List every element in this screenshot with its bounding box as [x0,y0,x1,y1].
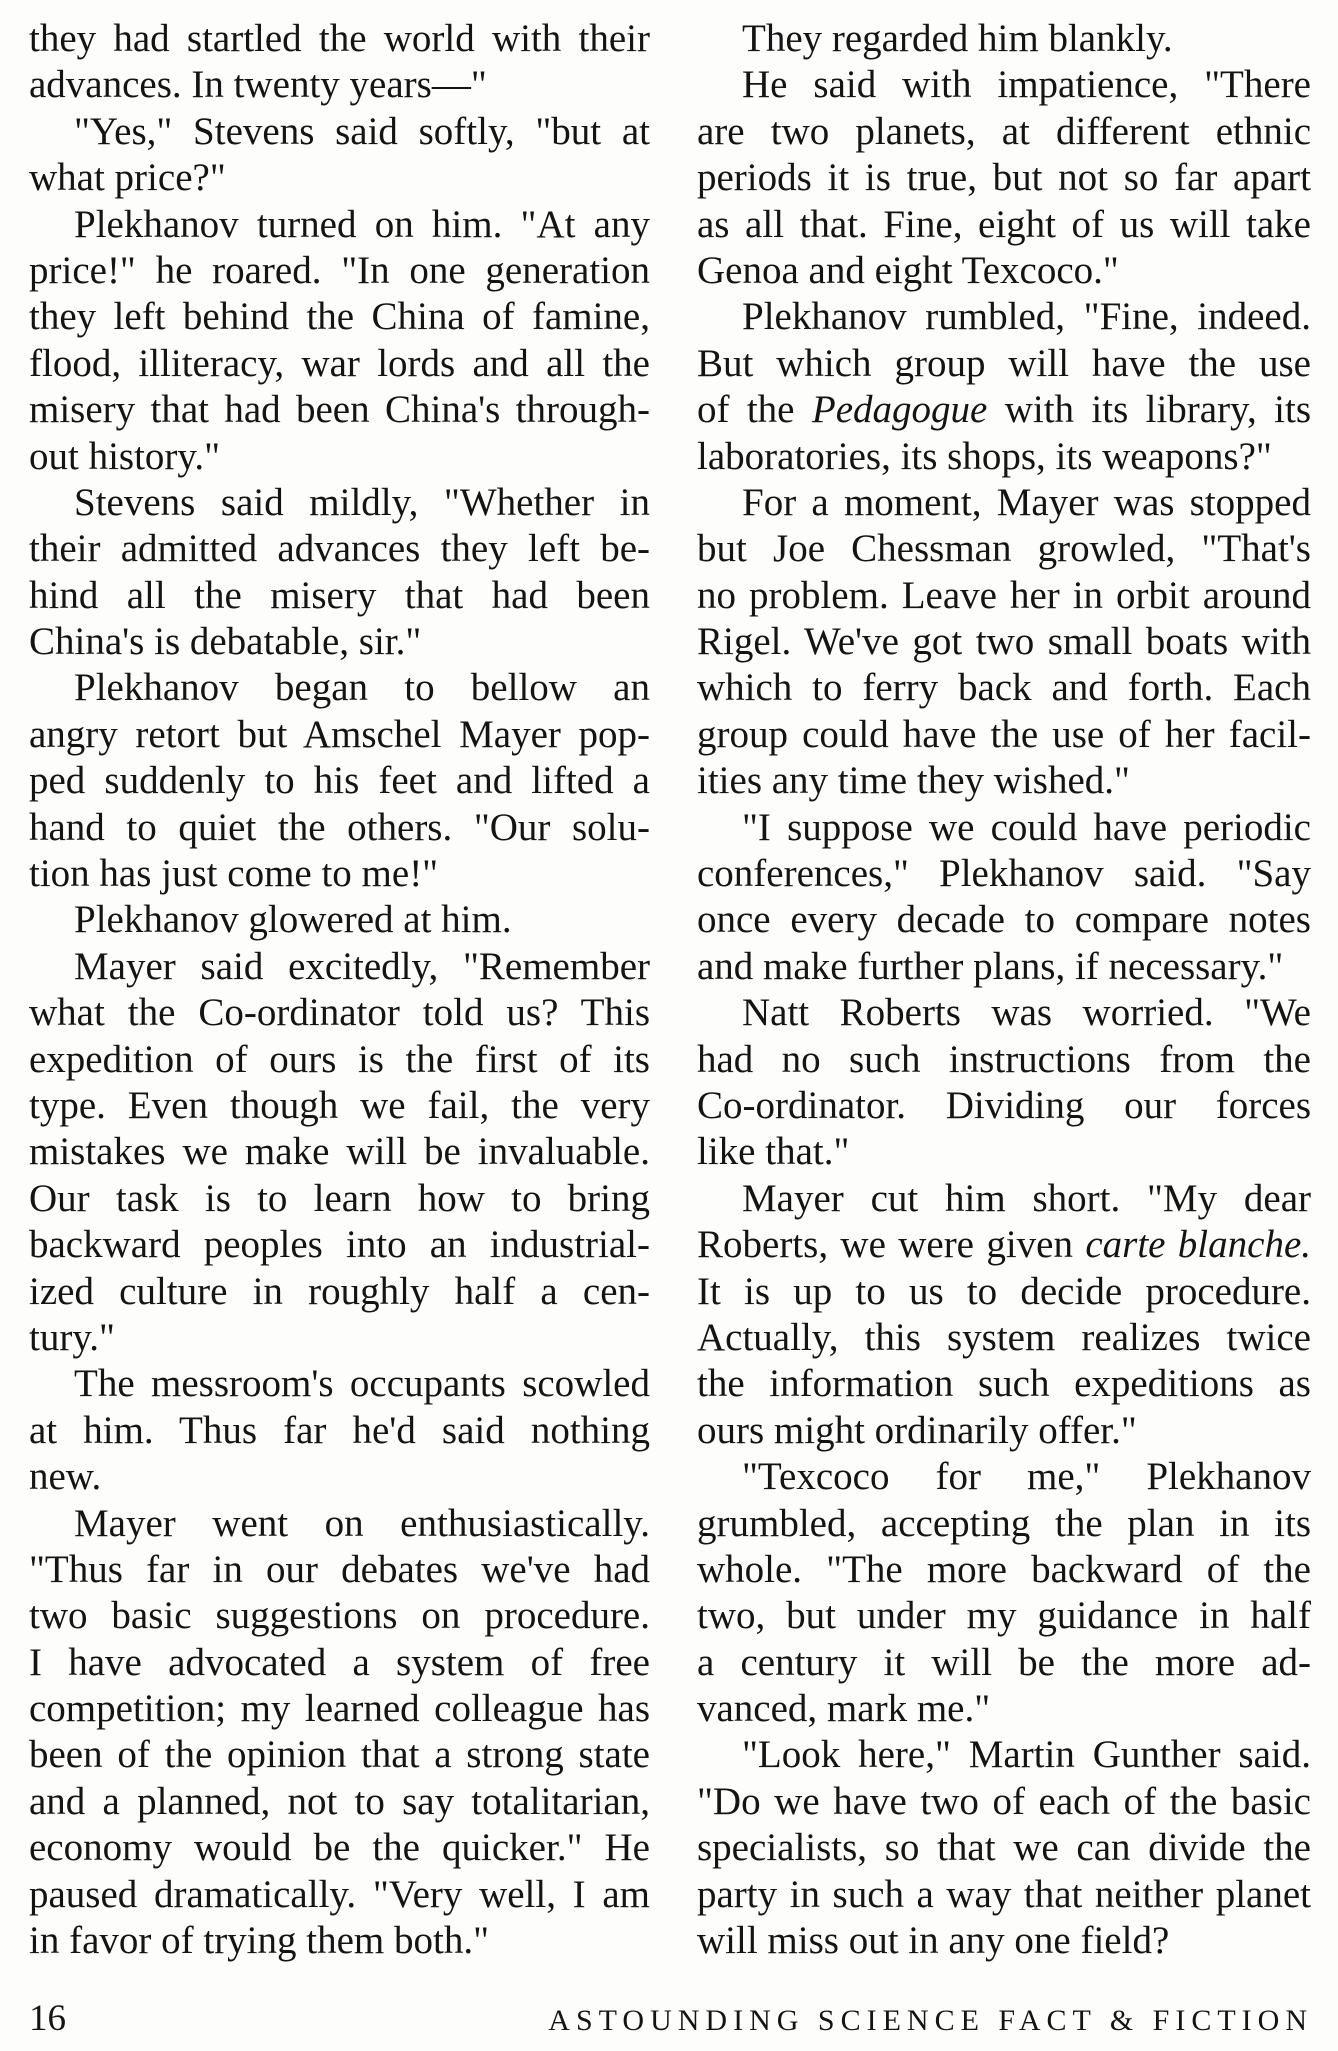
text-line: Co-ordinator. Dividing our forces [697,1083,1311,1127]
text-line: Mayer cut him short. "My dear [742,1176,1311,1220]
text-line: had no such instructions from the [697,1037,1311,1081]
text-line: Plekhanov rumbled, "Fine, indeed. [742,295,1311,339]
text-line: group could have the use of her facil- [697,712,1311,756]
text-line: misery that had been China's through- [29,388,650,432]
text-line: ours might ordinarily offer." [697,1408,1137,1452]
text-line: Our task is to learn how to bring [29,1176,650,1220]
text-line: China's is debatable, sir." [29,620,422,664]
text-line: are two planets, at different ethnic [697,109,1311,153]
text-line: price!" he roared. "In one generation [29,248,650,292]
text-line: like that." [697,1130,850,1174]
text-line: no problem. Leave her in orbit around [697,573,1311,617]
text-line: party in such a way that neither planet [697,1872,1311,1916]
text-line: conferences," Plekhanov said. "Say [697,852,1311,896]
text-line: which to ferry back and forth. Each [697,666,1311,710]
text-line: they had startled the world with their [29,17,650,60]
text-line: the information such expeditions as [697,1362,1311,1406]
right-column [697,16,1311,1964]
text-line: been of the opinion that a strong state [29,1733,650,1777]
text-line: Stevens said mildly, "Whether in [74,480,650,524]
text-line: advances. In twenty years—" [29,63,487,107]
text-line: economy would be the quicker." He [29,1826,650,1870]
text-line: will miss out in any one field? [697,1919,1170,1963]
text-line: ities any time they wished." [697,759,1130,803]
text-line: Genoa and eight Texcoco." [697,248,1119,292]
text-line: and a planned, not to say totalitarian, [29,1779,650,1823]
text-line: a century it will be the more ad- [697,1640,1311,1684]
text-line [697,1222,1311,1268]
text-line: competition; my learned colleague has [29,1687,650,1731]
text-line: But which group will have the use [697,341,1311,385]
text-line: in favor of trying them both." [29,1919,490,1963]
text-line: paused dramatically. "Very well, I am [29,1872,650,1916]
text-line: two basic suggestions on procedure. [29,1594,650,1638]
text-line: type. Even though we fail, the very [29,1083,650,1127]
text-line: specialists, so that we can divide the [697,1826,1311,1870]
text-line: "I suppose we could have periodic [742,805,1311,849]
text-line: Rigel. We've got two small boats with [697,620,1311,664]
text-line: what price?" [29,156,226,200]
text-line: Mayer said excitedly, "Remember [74,944,650,988]
text-line: flood, illiteracy, war lords and all the [29,341,650,385]
text-line: "Yes," Stevens said softly, "but at [74,109,650,153]
text-line: He said with impatience, "There [742,63,1311,107]
text-line: and make further plans, if necessary." [697,944,1284,988]
page-number: 16 [29,1998,66,2039]
text-line: Mayer went on enthusiastically. [74,1501,650,1545]
text-line: Plekhanov turned on him. "At any [74,202,650,246]
text-line: periods it is true, but not so far apart [697,156,1311,200]
text-line: as all that. Fine, eight of us will take [697,202,1311,246]
text-line: They regarded him blankly. [742,17,1173,60]
text-line: "Texcoco for me," Plekhanov [742,1455,1311,1499]
text-line [697,387,1311,433]
text-line: two, but under my guidance in half [697,1594,1311,1638]
text-line: "Thus far in our debates we've had [29,1547,650,1591]
text-line: once every decade to compare notes [697,898,1311,942]
text-line: tion has just come to me!" [29,852,439,896]
text-line: Plekhanov glowered at him. [74,898,512,942]
text-line: backward peoples into an industrial- [29,1223,650,1267]
text-line: laboratories, its shops, its weapons?" [697,434,1272,478]
text-line: new. [29,1455,102,1499]
text-line: what the Co-ordinator told us? This [29,991,650,1035]
text-line: vanced, mark me." [697,1687,991,1731]
text-line: expedition of ours is the first of its [29,1037,650,1081]
text-line: at him. Thus far he'd said nothing [29,1408,650,1452]
text-fragment: of the [697,388,812,432]
text-line: "Do we have two of each of the basic [697,1779,1311,1823]
text-line: Actually, this system realizes twice [697,1315,1311,1359]
text-line: ped suddenly to his feet and lifted a [29,759,650,803]
text-line: mistakes we make will be invaluable. [29,1130,650,1174]
text-line: grumbled, accepting the plan in its [697,1501,1311,1545]
text-line: Plekhanov began to bellow an [74,666,650,710]
text-line: The messroom's occupants scowled [74,1362,650,1406]
left-column [29,16,650,1964]
text-line: whole. "The more backward of the [697,1547,1311,1591]
text-line: It is up to us to decide procedure. [697,1269,1311,1313]
italic-phrase: carte blanche. [1085,1223,1312,1267]
text-line: out history." [29,434,221,478]
running-footer: ASTOUNDING SCIENCE FACT & FICTION [548,2004,1313,2037]
text-line: For a moment, Mayer was stopped [742,480,1311,524]
text-line: their admitted advances they left be- [29,527,650,571]
text-fragment: Roberts, we were given [697,1223,1086,1267]
text-line: hand to quiet the others. "Our solu- [29,805,650,849]
text-line: they left behind the China of famine, [29,295,650,339]
italic-ship-name: Pedagogue [811,388,988,432]
text-line: angry retort but Amschel Mayer pop- [29,712,650,756]
text-line: ized culture in roughly half a cen- [29,1269,650,1313]
text-line: "Look here," Martin Gunther said. [742,1733,1311,1777]
text-line: tury." [29,1315,115,1359]
text-line: but Joe Chessman growled, "That's [697,527,1311,571]
text-line: hind all the misery that had been [29,573,650,617]
text-line: I have advocated a system of free [29,1640,650,1684]
text-fragment: with its library, its [987,388,1311,432]
text-line: Natt Roberts was worried. "We [742,991,1311,1035]
